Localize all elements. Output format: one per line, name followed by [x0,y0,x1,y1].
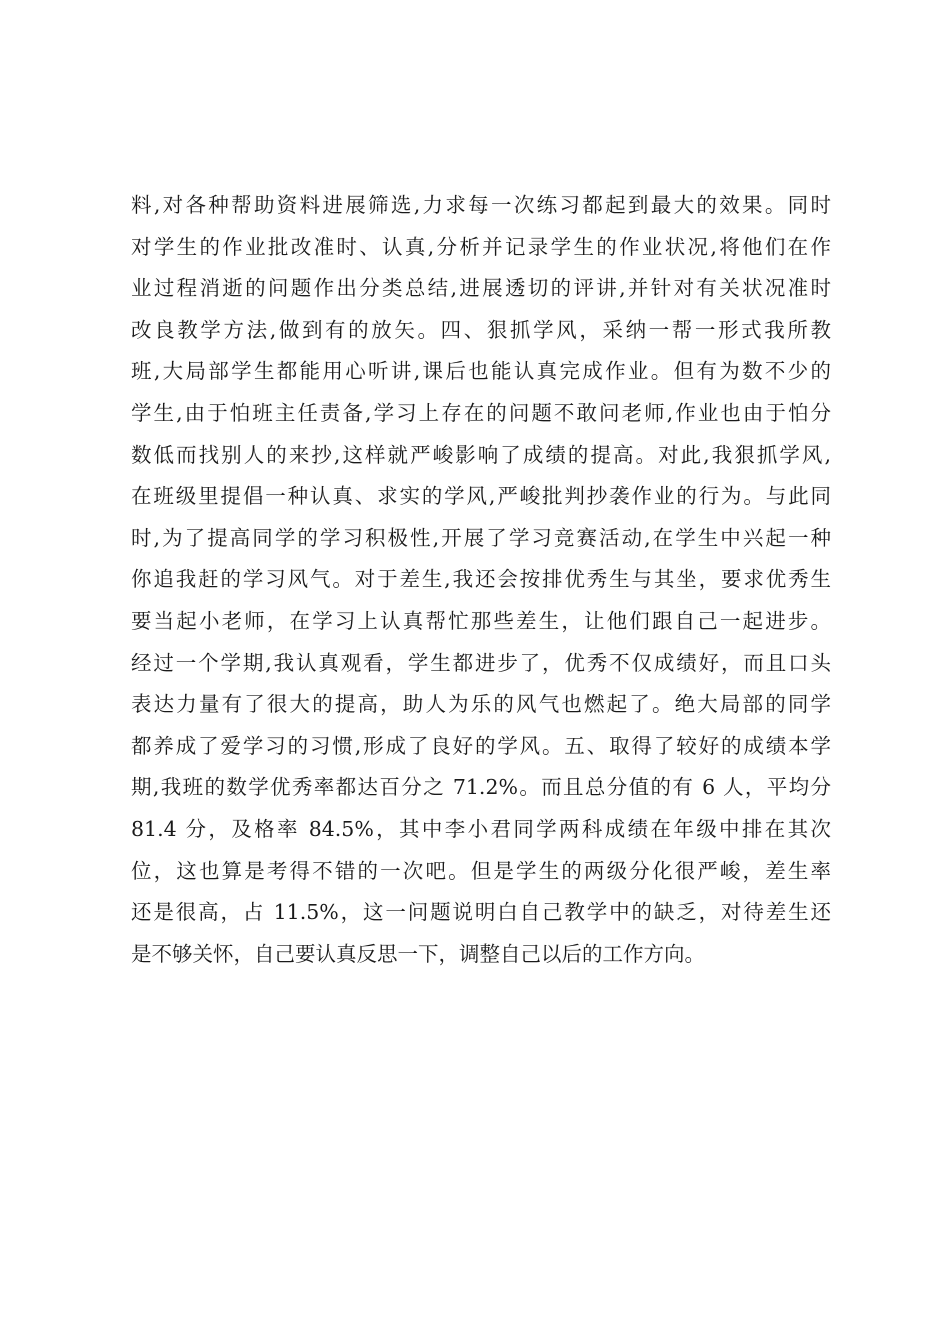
text-line: 学生,由于怕班主任责备,学习上存在的问题不敢问老师,作业也由于怕分 [131,400,831,425]
text-line: 业过程消逝的问题作出分类总结,进展透切的评讲,并针对有关状况准时 [131,276,831,301]
text-line: 经过一个学期,我认真观看，学生都进步了，优秀不仅成绩好，而且口头 [131,650,831,675]
text-line: 是不够关怀，自己要认真反思一下，调整自己以后的工作方向。 [131,941,705,966]
text-line: 在班级里提倡一种认真、求实的学风,严峻批判抄袭作业的行为。与此同 [131,484,831,509]
document-body [131,185,831,975]
text-line: 期,我班的数学优秀率都达百分之 71.2%。而且总分值的有 6 人，平均分 [131,775,831,800]
text-line: 还是很高，占 11.5%，这一问题说明白自己教学中的缺乏，对待差生还 [131,900,831,925]
text-line: 都养成了爱学习的习惯,形成了良好的学风。五、取得了较好的成绩本学 [131,733,831,758]
text-line: 要当起小老师，在学习上认真帮忙那些差生，让他们跟自己一起进步。 [131,608,831,633]
text-line: 时,为了提高同学的学习积极性,开展了学习竞赛活动,在学生中兴起一种 [131,525,831,550]
text-line: 表达力量有了很大的提高，助人为乐的风气也燃起了。绝大局部的同学 [131,692,831,717]
text-line: 料,对各种帮助资料进展筛选,力求每一次练习都起到最大的效果。同时 [131,193,831,217]
text-line: 数低而找别人的来抄,这样就严峻影响了成绩的提高。对此,我狠抓学风, [131,442,831,467]
text-line: 你追我赶的学习风气。对于差生,我还会按排优秀生与其坐，要求优秀生 [131,567,831,592]
text-line: 班,大局部学生都能用心听讲,课后也能认真完成作业。但有为数不少的 [131,359,831,384]
text-line: 位，这也算是考得不错的一次吧。但是学生的两级分化很严峻，差生率 [131,858,831,883]
text-line: 对学生的作业批改准时、认真,分析并记录学生的作业状况,将他们在作 [131,234,831,259]
text-line: 81.4 分，及格率 84.5%，其中李小君同学两科成绩在年级中排在其次 [131,816,831,841]
text-line: 改良教学方法,做到有的放矢。四、狠抓学风，采纳一帮一形式我所教 [131,317,831,342]
